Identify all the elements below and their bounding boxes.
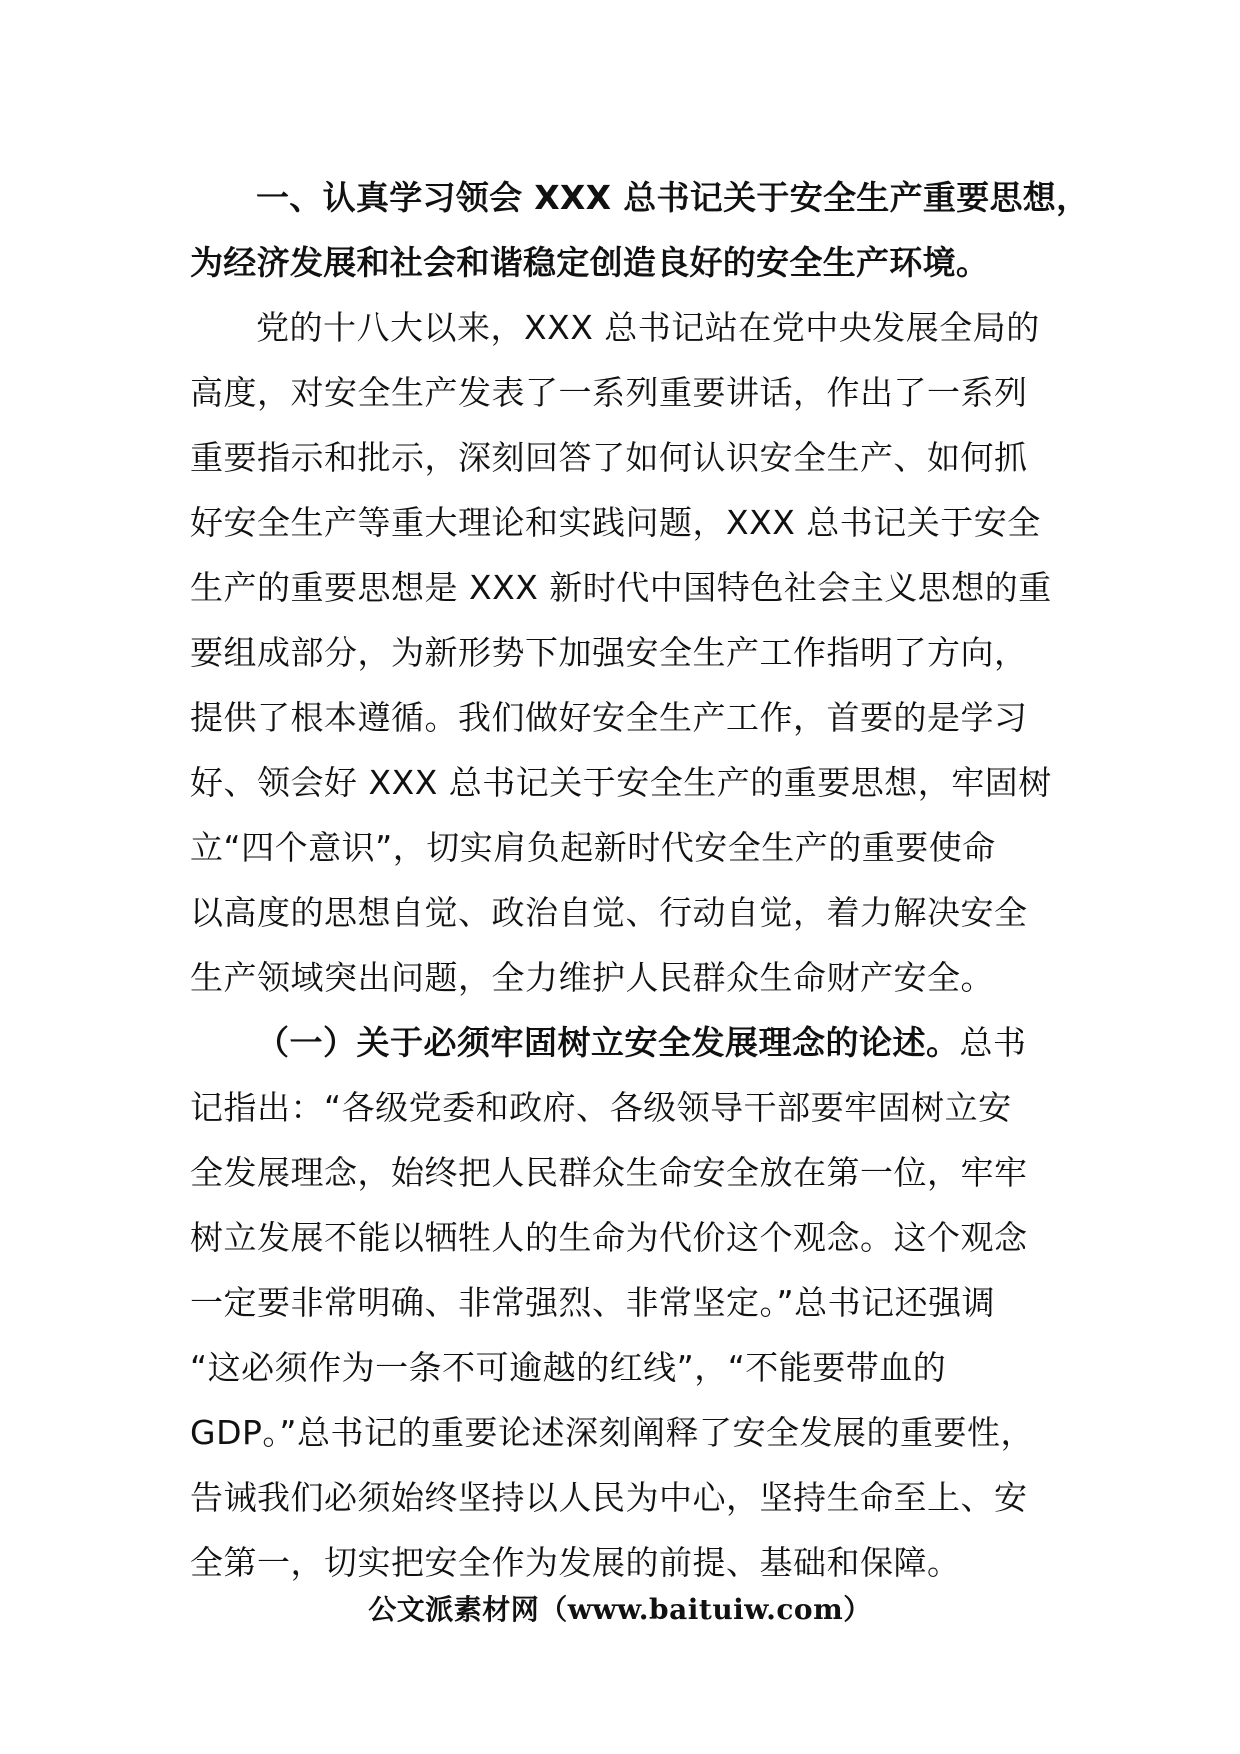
- paragraph-1-line-11: 生产领域突出问题，全力维护人民群众生命财产安全。: [190, 958, 994, 997]
- paragraph-2-line-2: 全发展理念，始终把人民群众生命安全放在第一位，牢牢: [190, 1153, 1028, 1192]
- paragraph-2-line-1: 记指出：“各级党委和政府、各级领导干部要牢固树立安: [190, 1088, 1012, 1127]
- paragraph-1-line-3: 重要指示和批示，深刻回答了如何认识安全生产、如何抓: [190, 438, 1028, 477]
- subsection-heading: （一）关于必须牢固树立安全发展理念的论述。: [256, 1023, 960, 1062]
- document-body: [190, 165, 1090, 1595]
- paragraph-1-line-4: 好安全生产等重大理论和实践问题，XXX 总书记关于安全: [190, 503, 1041, 542]
- paragraph-1-line-5: 生产的重要思想是 XXX 新时代中国特色社会主义思想的重: [190, 568, 1052, 607]
- section-heading-line-2: 为经济发展和社会和谐稳定创造良好的安全生产环境。: [190, 243, 990, 282]
- paragraph-1-line-1: 党的十八大以来，XXX 总书记站在党中央发展全局的: [256, 308, 1040, 347]
- paragraph-2-line-7: 告诫我们必须始终坚持以人民为中心，坚持生命至上、安: [190, 1478, 1028, 1517]
- paragraph-1-line-8: 好、领会好 XXX 总书记关于安全生产的重要思想，牢固树: [190, 763, 1052, 802]
- paragraph-2-line-5: “这必须作为一条不可逾越的红线”，“不能要带血的: [190, 1348, 947, 1387]
- paragraph-2-line-6: GDP。”总书记的重要论述深刻阐释了安全发展的重要性，: [190, 1413, 1034, 1452]
- subsection-heading-line: [190, 1010, 1060, 1075]
- paragraph-1-line-9: 立“四个意识”，切实肩负起新时代安全生产的重要使命: [190, 828, 996, 867]
- paragraph-1-line-2: 高度，对安全生产发表了一系列重要讲话，作出了一系列: [190, 373, 1028, 412]
- paragraph-2-line-4: 一定要非常明确、非常强烈、非常坚定。”总书记还强调: [190, 1283, 996, 1322]
- paragraph-2-line-8: 全第一，切实把安全作为发展的前提、基础和保障。: [190, 1543, 961, 1582]
- paragraph-1-line-7: 提供了根本遵循。我们做好安全生产工作，首要的是学习: [190, 698, 1028, 737]
- section-heading-line-1: 一、认真学习领会 XXX 总书记关于安全生产重要思想，: [256, 178, 1090, 217]
- page-footer-watermark: 公文派素材网（www.baituiw.com）: [368, 1593, 872, 1626]
- paragraph-2-line-3: 树立发展不能以牺牲人的生命为代价这个观念。这个观念: [190, 1218, 1028, 1257]
- paragraph-1-line-10: 以高度的思想自觉、政治自觉、行动自觉，着力解决安全: [190, 893, 1028, 932]
- paragraph-1-line-6: 要组成部分，为新形势下加强安全生产工作指明了方向，: [190, 633, 1028, 672]
- subsection-lead-text: 总书: [959, 1023, 1027, 1062]
